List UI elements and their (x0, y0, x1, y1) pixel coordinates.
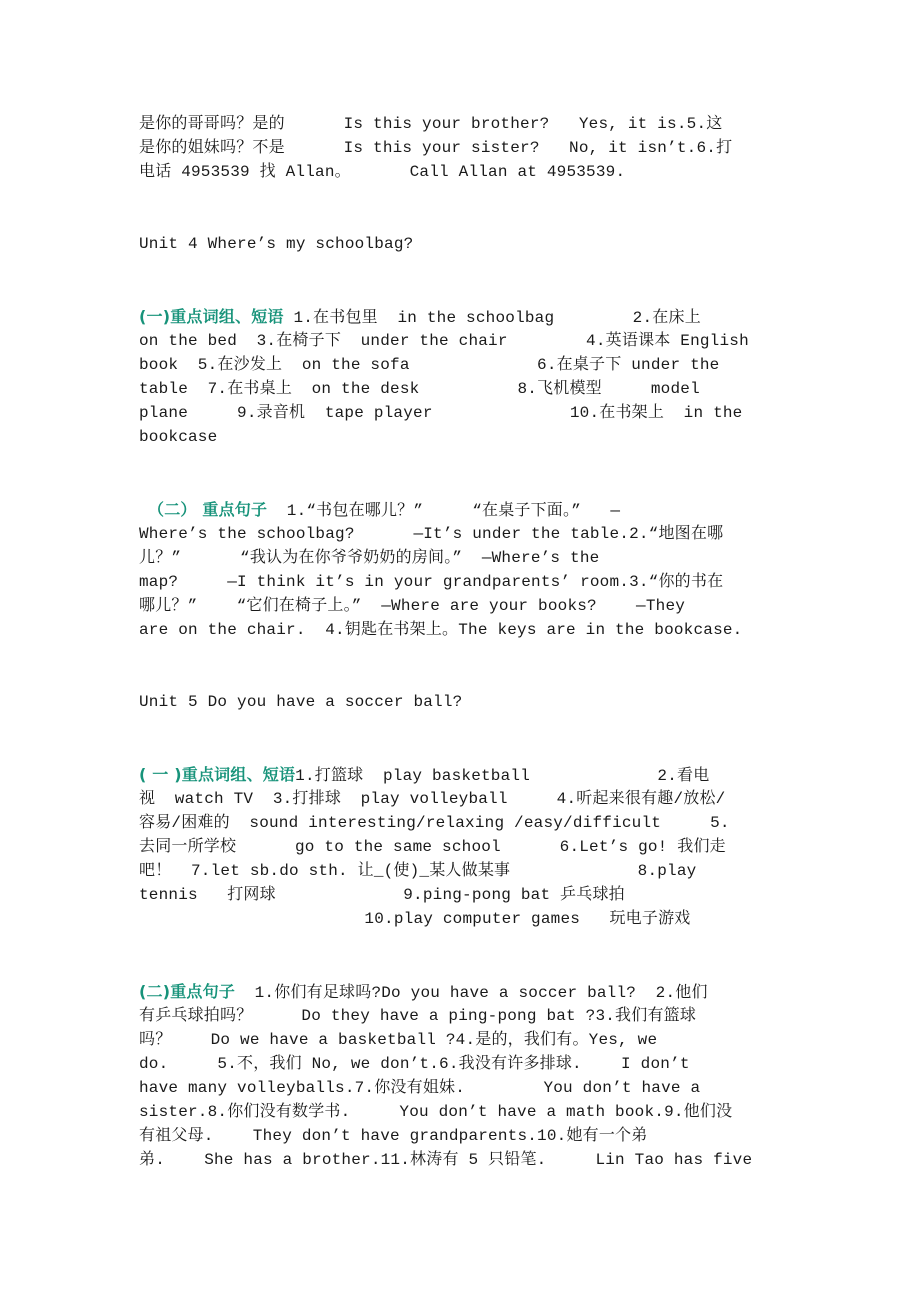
text-line: 弟. She has a brother.11.林涛有 5 只铅笔. Lin Tao has five (139, 1151, 753, 1169)
text-line: Where’s the schoolbag? —It’s under the table.2.“地图在哪 (139, 525, 724, 543)
text-segment: 1.“书包在哪儿？” “在桌子下面。” — (267, 502, 621, 520)
text-line: do. 5.不，我们 No, we don’t.6.我没有许多排球. I don’t (139, 1055, 690, 1073)
text-line: have many volleyballs.7.你没有姐妹. You don’t have a (139, 1079, 701, 1097)
text-line: sister.8.你们没有数学书. You don’t have a math book.9.他们没 (139, 1103, 733, 1121)
text-line: 吧！ 7.let sb.do sth. 让_(使)_某人做某事 8.play (139, 862, 697, 880)
text-line: 视 watch TV 3.打排球 play volleyball 4.听起来很有趣/放松/ (139, 790, 726, 808)
text-line: on the bed 3.在椅子下 under the chair 4.英语课本 English (139, 332, 749, 350)
text-line (139, 980, 708, 1005)
text-line: 去同一所学校 go to the same school 6.Let’s go! 我们走 (139, 838, 726, 856)
unit4-phrases-heading: (一)重点词组、短语 (139, 307, 284, 326)
text-line: bookcase (139, 428, 218, 446)
text-segment: 1.在书包里 in the schoolbag 2.在床上 (283, 309, 701, 327)
text-line: 吗？ Do we have a basketball ?4.是的，我们有。Yes, we (139, 1031, 658, 1049)
text-line: are on the chair. 4.钥匙在书架上。The keys are in the bookcase. (139, 621, 743, 639)
text-line: book 5.在沙发上 on the sofa 6.在桌子下 under the (139, 356, 720, 374)
text-line: plane 9.录音机 tape player 10.在书架上 in the (139, 404, 743, 422)
text-line: 哪儿？” “它们在椅子上。” —Where are your books? —They (139, 597, 686, 615)
text-line: map? —I think it’s in your grandparents’ room.3.“你的书在 (139, 573, 724, 591)
text-line: 10.play computer games 玩电子游戏 (139, 910, 691, 928)
unit4-title: Unit 4 Where’s my schoolbag? (139, 235, 414, 253)
text-line: 是你的哥哥吗？是的 Is this your brother? Yes, it is.5.这 (139, 115, 723, 133)
unit5-sentences-heading: (二)重点句子 (139, 982, 236, 1001)
unit5-title: Unit 5 Do you have a soccer ball? (139, 693, 463, 711)
text-segment: 1.你们有足球吗?Do you have a soccer ball? 2.他们 (235, 984, 708, 1002)
text-line: 有祖父母. They don’t have grandparents.10.她有一个弟 (139, 1127, 648, 1145)
text-line (148, 498, 620, 523)
text-segment: 1.打篮球 play basketball 2.看电 (295, 767, 710, 785)
unit4-sentences-heading: （二） 重点句子 (148, 500, 268, 519)
text-line: 容易/困难的 sound interesting/relaxing /easy/difficult 5. (139, 814, 730, 832)
text-line: tennis 打网球 9.ping-pong bat 乒乓球拍 (139, 886, 625, 904)
text-line: 儿？” “我认为在你爷爷奶奶的房间。” —Where’s the (139, 549, 600, 567)
text-line: table 7.在书桌上 on the desk 8.飞机模型 model (139, 380, 700, 398)
unit5-phrases-heading: ( 一 )重点词组、短语 (139, 765, 296, 784)
text-line (139, 763, 709, 788)
text-line: 电话 4953539 找 Allan。 Call Allan at 4953539. (139, 163, 626, 181)
text-line: 有乒乓球拍吗？ Do they have a ping-pong bat ?3.我们有篮球 (139, 1007, 697, 1025)
text-line (139, 305, 701, 330)
text-line: 是你的姐妹吗？不是 Is this your sister? No, it isn’t.6.打 (139, 139, 733, 157)
